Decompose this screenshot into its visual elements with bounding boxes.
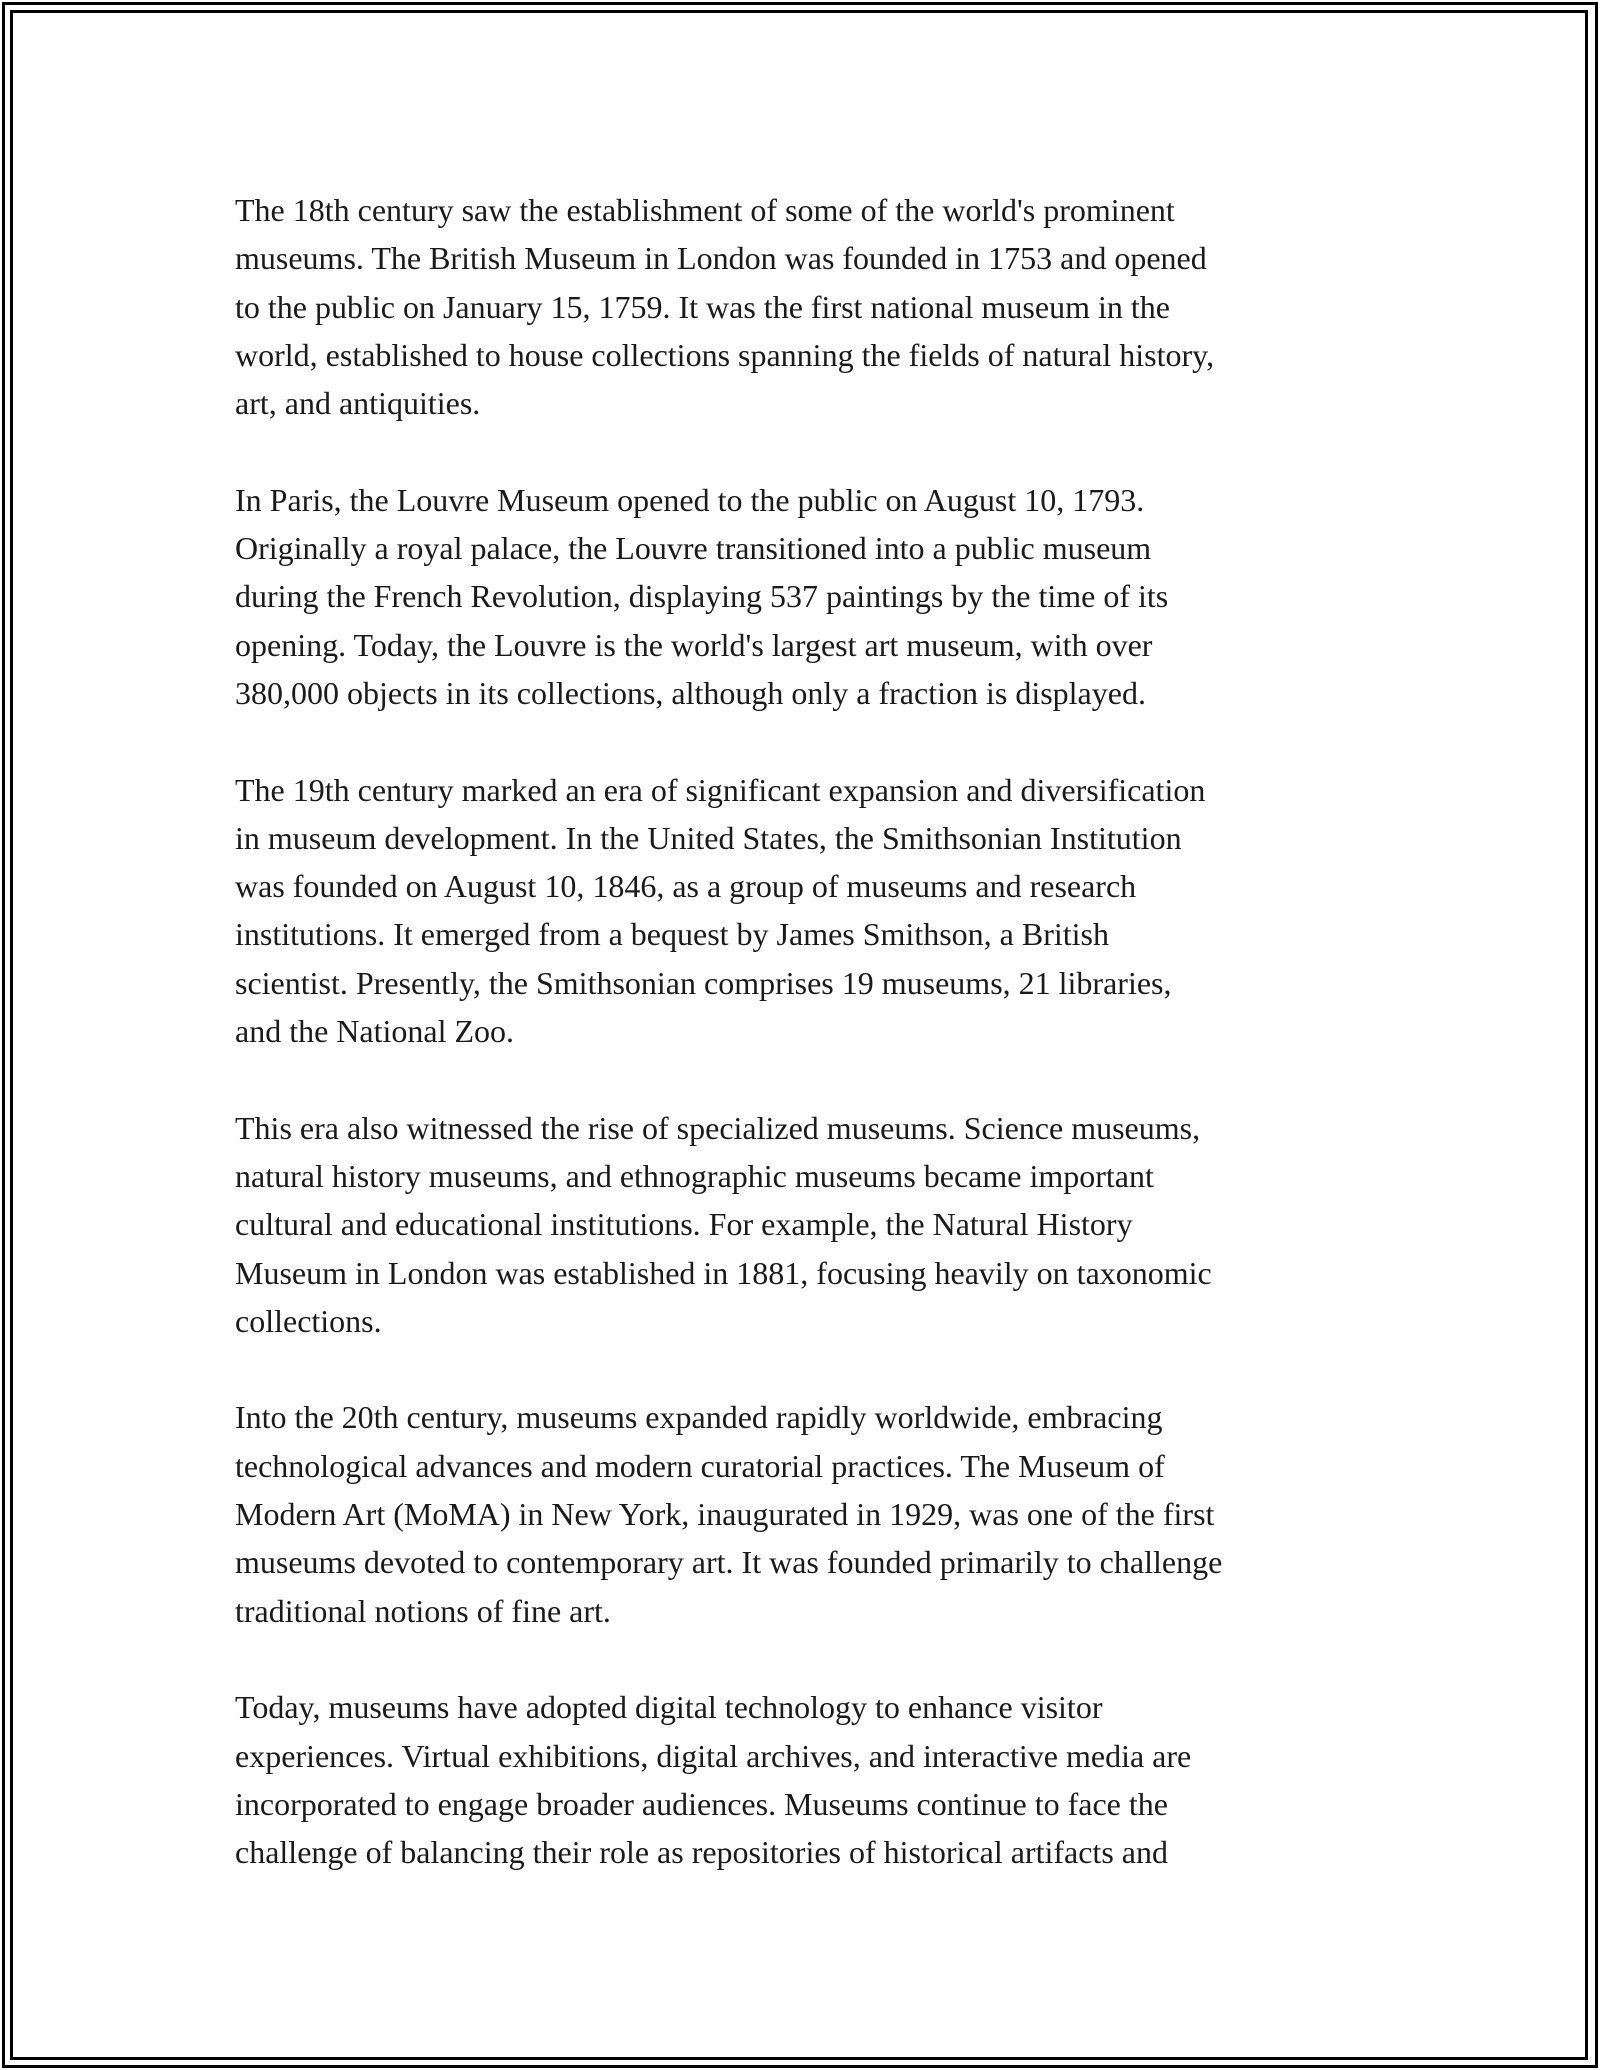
text-line: experiences. Virtual exhibitions, digital archives, and interactive media are: [235, 1737, 1192, 1774]
text-line: Today, museums have adopted digital technology to enhance visitor: [235, 1689, 1103, 1726]
text-line: collections.: [235, 1302, 382, 1339]
paragraph-19th-century: [235, 766, 1375, 1056]
text-line: traditional notions of fine art.: [235, 1592, 611, 1629]
text-line: Originally a royal palace, the Louvre transitioned into a public museum: [235, 530, 1152, 567]
text-line: museums devoted to contemporary art. It was founded primarily to challenge: [235, 1544, 1223, 1581]
text-line: world, established to house collections spanning the fields of natural history,: [235, 336, 1215, 373]
document-body: [235, 186, 1375, 1925]
paragraph-louvre: [235, 476, 1375, 717]
text-line: institutions. It emerged from a bequest by James Smithson, a British: [235, 916, 1109, 953]
text-line: to the public on January 15, 1759. It was the first national museum in the: [235, 288, 1170, 325]
text-line: This era also witnessed the rise of specialized museums. Science museums,: [235, 1109, 1201, 1146]
text-line: The 18th century saw the establishment of some of the world's prominent: [235, 192, 1175, 228]
text-line: technological advances and modern curatorial practices. The Museum of: [235, 1447, 1165, 1484]
text-line: cultural and educational institutions. For example, the Natural History: [235, 1206, 1133, 1243]
text-line: Museum in London was established in 1881, focusing heavily on taxonomic: [235, 1254, 1212, 1291]
text-line: incorporated to engage broader audiences. Museums continue to face the: [235, 1785, 1168, 1822]
text-line: natural history museums, and ethnographic museums became important: [235, 1157, 1154, 1194]
text-line: art, and antiquities.: [235, 385, 481, 422]
text-line: during the French Revolution, displaying 537 paintings by the time of its: [235, 578, 1169, 615]
paragraph-18th-century: [235, 186, 1375, 427]
text-line: challenge of balancing their role as repositories of historical artifacts and: [235, 1834, 1168, 1871]
text-line: Into the 20th century, museums expanded rapidly worldwide, embracing: [235, 1399, 1163, 1436]
text-line: Modern Art (MoMA) in New York, inaugurated in 1929, was one of the first: [235, 1496, 1215, 1533]
text-line: scientist. Presently, the Smithsonian comprises 19 museums, 21 libraries,: [235, 964, 1172, 1001]
text-line: and the National Zoo.: [235, 1013, 515, 1050]
paragraph-20th-century: [235, 1393, 1375, 1634]
text-line: 380,000 objects in its collections, although only a fraction is displayed.: [235, 674, 1146, 711]
paragraph-specialized-museums: [235, 1104, 1375, 1345]
text-line: in museum development. In the United States, the Smithsonian Institution: [235, 819, 1182, 856]
text-line: museums. The British Museum in London was founded in 1753 and opened: [235, 240, 1207, 277]
text-line: was founded on August 10, 1846, as a group of museums and research: [235, 868, 1137, 905]
text-line: The 19th century marked an era of significant expansion and diversification: [235, 771, 1206, 808]
text-line: In Paris, the Louvre Museum opened to the public on August 10, 1793.: [235, 481, 1145, 518]
paragraph-digital-today: [235, 1683, 1375, 1876]
text-line: opening. Today, the Louvre is the world's largest art museum, with over: [235, 626, 1153, 663]
